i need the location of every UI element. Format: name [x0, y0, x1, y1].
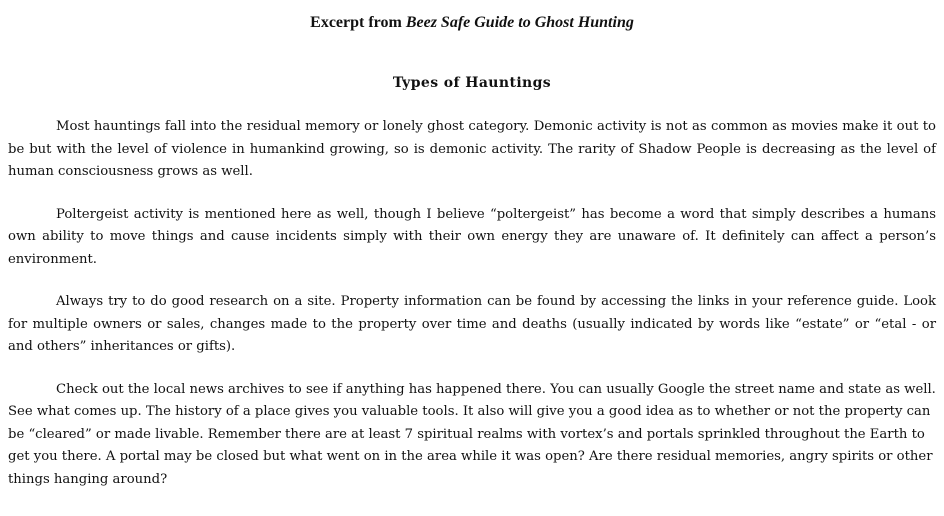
paragraph-3: Always try to do good research on a site. Property information can be found by accessing the links in your reference guide. Look for multiple owners or sales, changes made to the property over time and deaths (usually indicated by words like “estate” or “etal - or and others” inheritances or gifts).	[8, 294, 936, 354]
document-title	[8, 13, 936, 33]
document-title-prefix: Excerpt from	[310, 14, 406, 31]
body-text	[8, 116, 936, 491]
paragraph-4: Check out the local news archives to see if anything has happened there. You can usually Google the street name and state as well. See what comes up. The history of a place gives you valuable tools. It also will give you a good idea as to whether or not the property can be “cleared” or made livable. Remember there are at least 7 spiritual realms with vortex’s and portals sprinkled throughout the Earth to get you there. A portal may be closed but what went on in the area while it was open? Are there residual memories, angry spirits or other things hanging around?	[8, 381, 936, 487]
section-heading: Types of Hauntings	[392, 75, 552, 91]
paragraph-1: Most hauntings fall into the residual memory or lonely ghost category. Demonic activity is not as common as movies make it out to be but with the level of violence in humankind growing, so is demonic activity. The rarity of Shadow People is decreasing as the level of human consciousness grows as well.	[8, 119, 936, 179]
document-page	[8, 0, 936, 511]
book-title: Beez Safe Guide to Ghost Hunting	[405, 14, 634, 31]
paragraph-2: Poltergeist activity is mentioned here as well, though I believe “poltergeist” has become a word that simply describes a humans own ability to move things and cause incidents simply with their own energy they are unaware of. It definitely can affect a person’s environment.	[8, 206, 936, 267]
